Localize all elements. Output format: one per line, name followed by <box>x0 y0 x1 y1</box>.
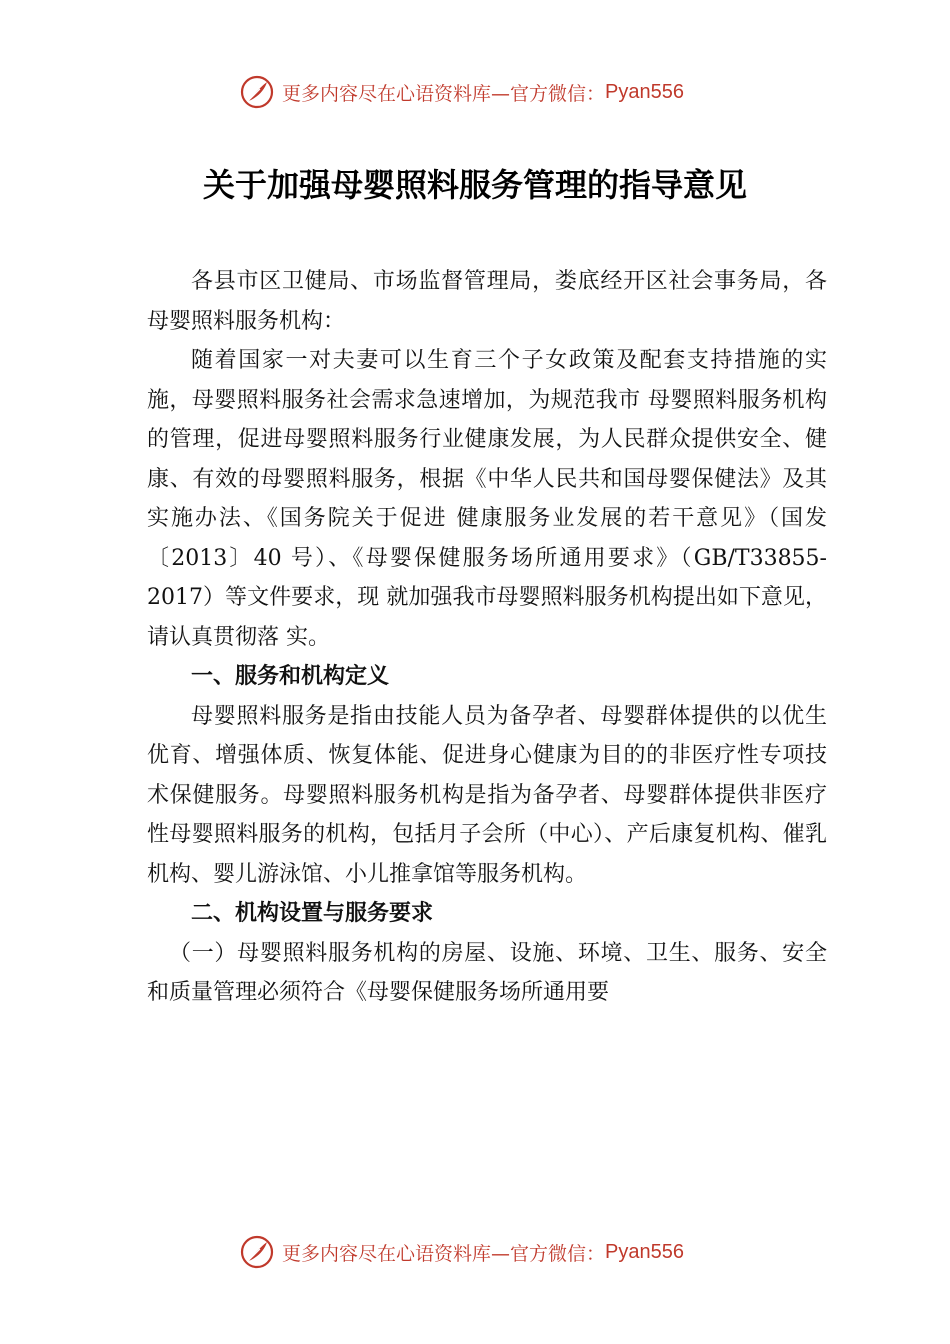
section-1-heading: 一、服务和机构定义 <box>191 664 390 689</box>
watermark-wechat-id: Pyan556 <box>605 80 684 103</box>
watermark-text: 更多内容尽在心语资料库—官方微信： <box>282 82 606 105</box>
salutation-paragraph: 各县市区卫健局、市场监督管理局，娄底经开区社会事务局，各母婴照料服务机构： <box>147 269 827 334</box>
header-watermark <box>0 72 950 112</box>
feather-logo-icon <box>240 75 274 109</box>
section-2-heading: 二、机构设置与服务要求 <box>191 901 434 926</box>
section-2-item-1: （一）母婴照料服务机构的房屋、设施、环境、卫生、服务、安全和质量管理必须符合《母婴保健服务场所通用要 <box>147 940 827 1005</box>
footer-watermark <box>0 1232 950 1272</box>
intro-paragraph: 随着国家一对夫妻可以生育三个子女政策及配套支持措施的实施，母婴照料服务社会需求急速增加，为规范我市 母婴照料服务机构的管理，促进母婴照料服务行业健康发展，为人民群众提供安全、健康、有效的母婴照料服务，根据《中华人民共和国母婴保健法》及其实施办法、《国务院关于促进 健康服务业发展的若干意见》（国发〔2013〕40 号）、《母婴保健服务场所通用要求》（GB/T33855-2017）等文件要求，现 就加强我市母婴照料服务机构提出如下意见，请认真贯彻落 实。 <box>147 348 827 650</box>
feather-logo-icon <box>240 1235 274 1269</box>
section-1-paragraph: 母婴照料服务是指由技能人员为备孕者、母婴群体提供的以优生优育、增强体质、恢复体能、促进身心健康为目的的非医疗性专项技术保健服务。母婴照料服务机构是指为备孕者、母婴群体提供非医疗性母婴照料服务的机构，包括月子会所（中心）、产后康复机构、催乳机构、婴儿游泳馆、小儿推拿馆等服务机构。 <box>147 703 827 887</box>
watermark-wechat-id: Pyan556 <box>605 1240 684 1263</box>
watermark-text: 更多内容尽在心语资料库—官方微信： <box>282 1242 606 1265</box>
document-body <box>147 262 827 1013</box>
document-title: 关于加强母婴照料服务管理的指导意见 <box>202 166 747 204</box>
